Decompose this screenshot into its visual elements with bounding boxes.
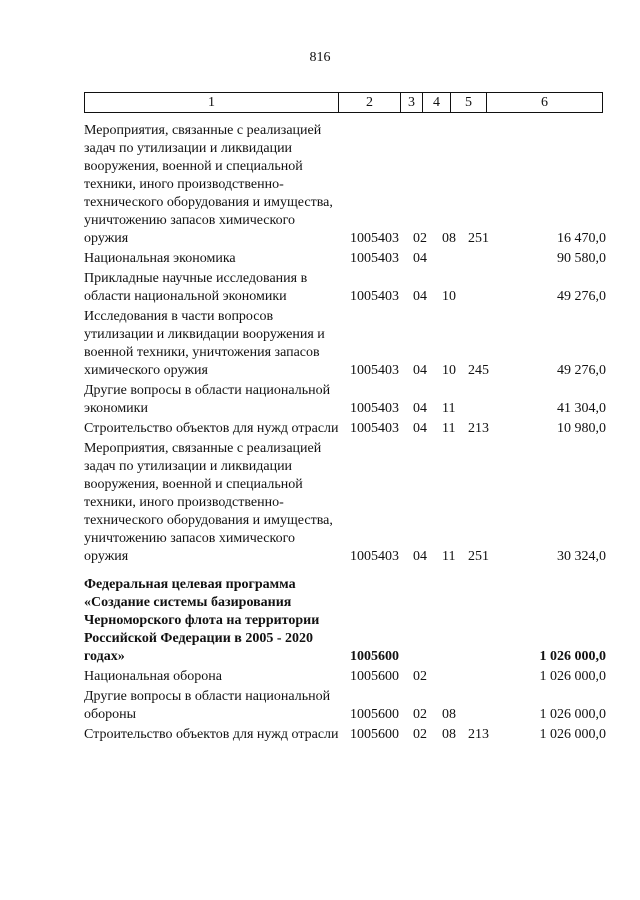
subsection-code: 08	[442, 231, 456, 246]
program-title: Федеральная целевая программа «Создание системы базирования Черноморского флота на территории Российской Федерации в 2005 - 2020 годах»	[84, 577, 320, 664]
row-codes	[350, 288, 606, 306]
target-article-code: 1005403	[350, 363, 399, 378]
amount: 49 276,0	[557, 363, 606, 378]
amount: 49 276,0	[557, 289, 606, 304]
row-description: Строительство объектов для нужд отрасли	[84, 727, 339, 742]
section-code: 04	[413, 421, 427, 436]
subsection-code: 11	[442, 401, 456, 416]
row-codes	[350, 668, 606, 686]
section-code: 02	[413, 669, 427, 684]
target-article-code: 1005600	[350, 649, 399, 664]
section-spacer	[84, 568, 614, 576]
amount: 1 026 000,0	[539, 669, 606, 684]
subsection-code: 08	[442, 707, 456, 722]
target-article-code: 1005600	[350, 707, 399, 722]
row-codes	[350, 726, 606, 744]
section-code: 04	[413, 363, 427, 378]
column-header-row	[85, 93, 603, 113]
amount: 1 026 000,0	[539, 727, 606, 742]
row-description: Прикладные научные исследования в области национальной экономики	[84, 271, 308, 304]
column-header-3: 3	[401, 93, 423, 113]
expense-type-code: 213	[468, 421, 489, 436]
table-row	[84, 382, 614, 418]
table-row	[84, 688, 614, 724]
subsection-code: 11	[442, 421, 456, 436]
column-header-table	[84, 92, 603, 113]
table-row	[84, 270, 614, 306]
target-article-code: 1005403	[350, 231, 399, 246]
subsection-code: 10	[442, 363, 456, 378]
row-description: Национальная оборона	[84, 669, 222, 684]
row-description: Другие вопросы в области национальной обороны	[84, 689, 331, 722]
section-code: 02	[413, 727, 427, 742]
row-codes	[350, 420, 606, 438]
row-description: Национальная экономика	[84, 251, 236, 266]
section-code: 04	[413, 549, 427, 564]
column-header-1: 1	[85, 93, 339, 113]
row-codes	[350, 400, 606, 418]
section-code: 02	[413, 707, 427, 722]
row-description: Мероприятия, связанные с реализацией задач по утилизации и ликвидации вооружения, военной и специальной техники, иного производственно-технического оборудования и имущества, уничтожению запасов химического оружия	[84, 441, 333, 564]
expense-type-code: 251	[468, 231, 489, 246]
row-description: Мероприятия, связанные с реализацией задач по утилизации и ликвидации вооружения, военной и специальной техники, иного производственно-технического оборудования и имущества, уничтожению запасов химического оружия	[84, 123, 333, 246]
row-codes	[350, 706, 606, 724]
column-header-4: 4	[423, 93, 451, 113]
table-row	[84, 420, 614, 438]
subsection-code: 11	[442, 549, 456, 564]
amount: 10 980,0	[557, 421, 606, 436]
target-article-code: 1005600	[350, 727, 399, 742]
subsection-code: 10	[442, 289, 456, 304]
table-row	[84, 668, 614, 686]
section-code: 04	[413, 251, 427, 266]
target-article-code: 1005403	[350, 289, 399, 304]
column-header-2: 2	[339, 93, 401, 113]
row-codes	[350, 250, 606, 268]
section-code: 02	[413, 231, 427, 246]
section-code: 04	[413, 289, 427, 304]
subsection-code: 08	[442, 727, 456, 742]
amount: 1 026 000,0	[539, 649, 606, 664]
target-article-code: 1005403	[350, 421, 399, 436]
expense-type-code: 251	[468, 549, 489, 564]
row-codes	[350, 648, 606, 666]
section-code: 04	[413, 401, 427, 416]
table-row	[84, 440, 614, 566]
expense-type-code: 245	[468, 363, 489, 378]
amount: 90 580,0	[557, 251, 606, 266]
budget-table-body	[84, 122, 614, 746]
table-row	[84, 250, 614, 268]
row-description: Строительство объектов для нужд отрасли	[84, 421, 339, 436]
amount: 30 324,0	[557, 549, 606, 564]
amount: 41 304,0	[557, 401, 606, 416]
row-description: Исследования в части вопросов утилизации и ликвидации вооружения и военной техники, уничтожения запасов химического оружия	[84, 309, 325, 378]
target-article-code: 1005403	[350, 401, 399, 416]
row-codes	[350, 362, 606, 380]
page-number: 816	[309, 50, 331, 65]
amount: 1 026 000,0	[539, 707, 606, 722]
target-article-code: 1005600	[350, 669, 399, 684]
table-row-program-heading	[84, 576, 614, 666]
column-header-6: 6	[487, 93, 603, 113]
table-row	[84, 122, 614, 248]
row-description: Другие вопросы в области национальной экономики	[84, 383, 331, 416]
row-codes	[350, 548, 606, 566]
row-codes	[350, 230, 606, 248]
amount: 16 470,0	[557, 231, 606, 246]
target-article-code: 1005403	[350, 549, 399, 564]
column-header-5: 5	[451, 93, 487, 113]
table-row	[84, 308, 614, 380]
target-article-code: 1005403	[350, 251, 399, 266]
table-row	[84, 726, 614, 744]
expense-type-code: 213	[468, 727, 489, 742]
